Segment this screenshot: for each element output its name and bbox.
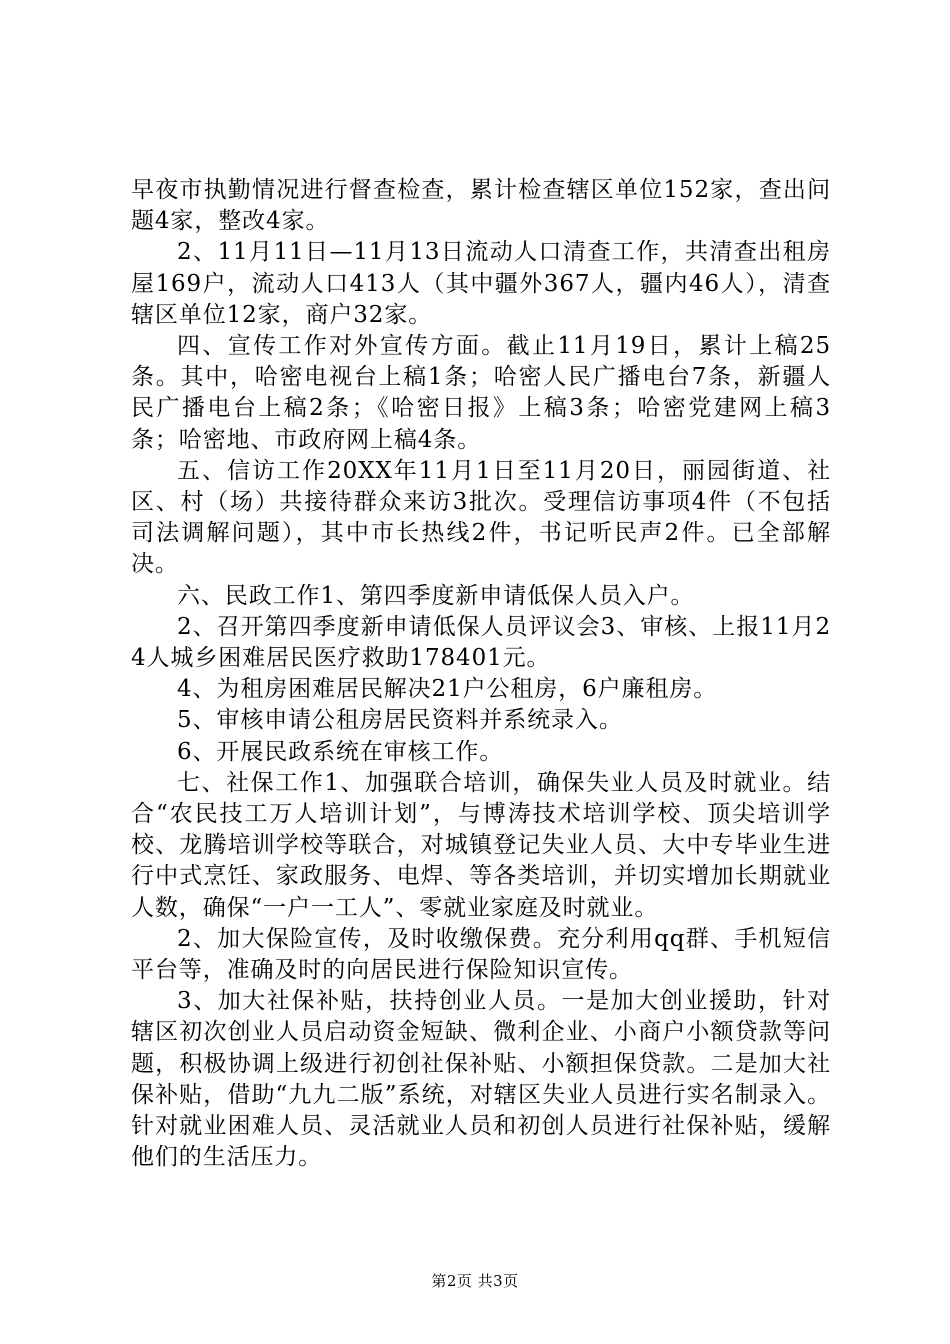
paragraph-12: 3、加大社保补贴，扶持创业人员。一是加大创业援助，针对辖区初次创业人员启动资金短缺、微利企业、小商户小额贷款等问题，积极协调上级进行初创社保补贴、小额担保贷款。二是加大社保补贴，借助“九九二版”系统，对辖区失业人员进行实名制录入。针对就业困难人员、灵活就业人员和初创人员进行社保补贴，缓解他们的生活压力。 xyxy=(131,988,831,1171)
paragraph-1: 早夜市执勤情况进行督查检查，累计检查辖区单位152家，查出问题4家，整改4家。 xyxy=(131,177,831,235)
document-body xyxy=(131,175,831,1174)
paragraph-2: 2、11月11日—11月13日流动人口清查工作，共清查出租房屋169户，流动人口413人（其中疆外367人，疆内46人），清查辖区单位12家，商户32家。 xyxy=(131,239,831,328)
paragraph-8: 5、审核申请公租房居民资料并系统录入。 xyxy=(177,707,623,734)
paragraph-7: 4、为租房困难居民解决21户公租房，6户廉租房。 xyxy=(177,676,718,703)
page-footer: 第2页 共3页 xyxy=(431,1272,519,1290)
paragraph-11: 2、加大保险宣传，及时收缴保费。充分利用qq群、手机短信平台等，准确及时的向居民进行保险知识宣传。 xyxy=(131,925,831,984)
paragraph-3: 四、宣传工作对外宣传方面。截止11月19日，累计上稿25条。其中，哈密电视台上稿1条；哈密人民广播电台7条，新疆人民广播电台上稿2条；《哈密日报》上稿3条；哈密党建网上稿3条；哈密地、市政府网上稿4条。 xyxy=(131,333,831,453)
paragraph-6: 2、召开第四季度新申请低保人员评议会3、审核、上报11月24人城乡困难居民医疗救助178401元。 xyxy=(131,613,831,672)
paragraph-5: 六、民政工作1、第四季度新申请低保人员入户。 xyxy=(177,582,695,609)
paragraph-10: 七、社保工作1、加强联合培训，确保失业人员及时就业。结合“农民技工万人培训计划”，与博涛技术培训学校、顶尖培训学校、龙腾培训学校等联合，对城镇登记失业人员、大中专毕业生进行中式烹饪、家政服务、电焊、等各类培训，并切实增加长期就业人数，确保“一户一工人”、零就业家庭及时就业。 xyxy=(131,769,831,921)
paragraph-9: 6、开展民政系统在审核工作。 xyxy=(177,738,504,765)
paragraph-4: 五、信访工作20XX年11月1日至11月20日，丽园街道、社区、村（场）共接待群众来访3批次。受理信访事项4件（不包括司法调解问题），其中市长热线2件，书记听民声2件。已全部解决。 xyxy=(131,457,831,578)
